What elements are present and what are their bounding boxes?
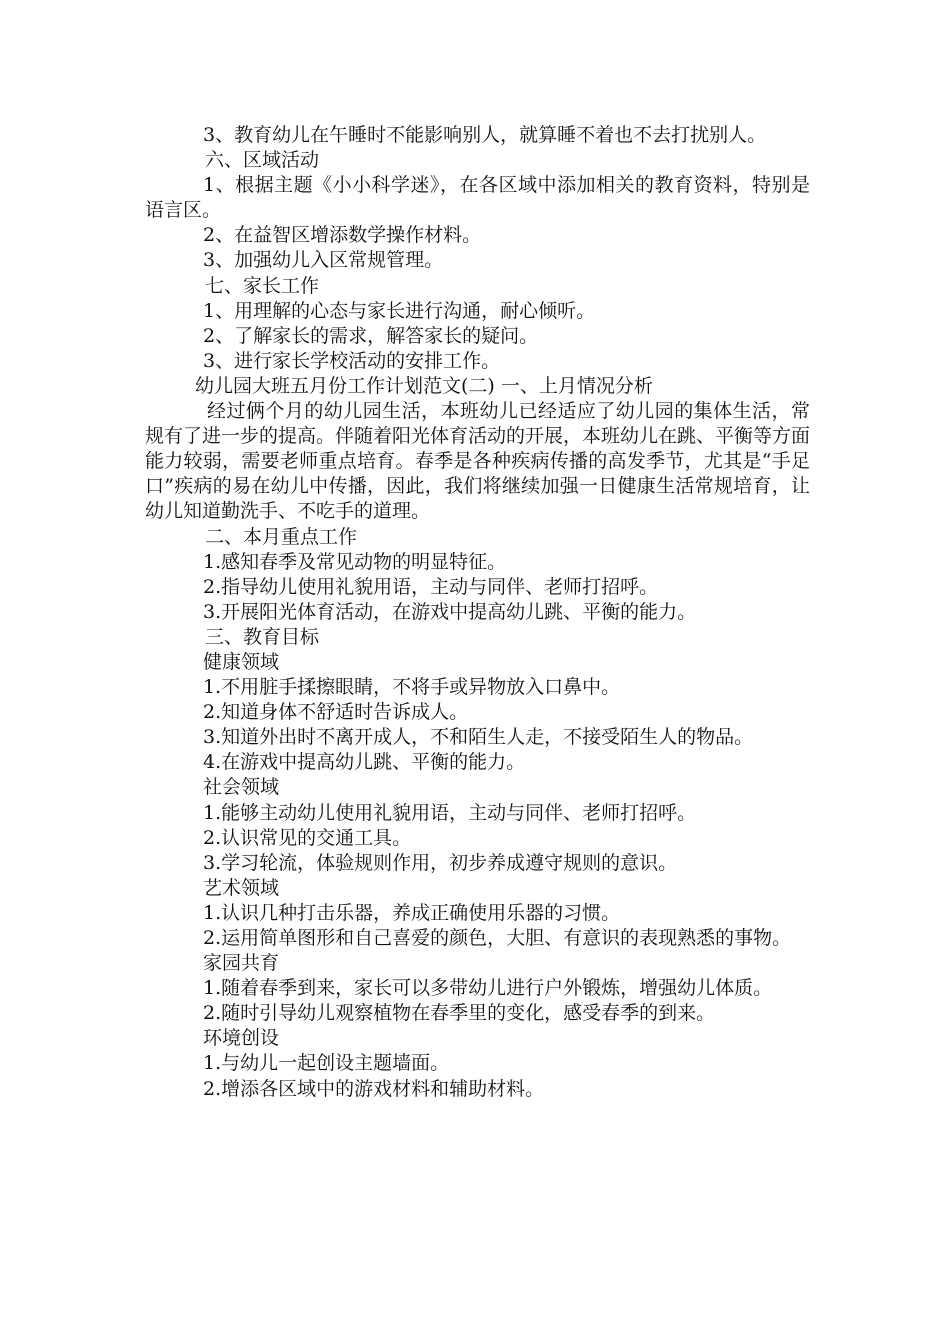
- paragraph: 1、根据主题《小小科学迷》，在各区域中添加相关的教育资料，特别是语言区。: [145, 174, 810, 222]
- paragraph: 2.运用简单图形和自己喜爱的颜色，大胆、有意识的表现熟悉的事物。: [203, 927, 792, 949]
- subsection-heading: 社会领域: [203, 776, 280, 799]
- paragraph: 2.增添各区域中的游戏材料和辅助材料。: [203, 1077, 545, 1100]
- section-heading: 二、本月重点工作: [205, 525, 358, 548]
- section-heading: 六、区域活动: [205, 149, 320, 172]
- subsection-heading: 环境创设: [203, 1027, 280, 1050]
- paragraph: 1.与幼儿一起创设主题墙面。: [203, 1052, 450, 1075]
- paragraph: 3、教育幼儿在午睡时不能影响别人，就算睡不着也不去打扰别人。: [203, 124, 767, 146]
- paragraph: 1.能够主动幼儿使用礼貌用语，主动与同伴、老师打招呼。: [203, 801, 697, 824]
- document-title: 幼儿园大班五月份工作计划范文(二) 一、上月情况分析: [195, 374, 653, 397]
- paragraph: 2.知道身体不舒适时告诉成人。: [203, 701, 469, 724]
- subsection-heading: 家园共育: [203, 952, 280, 975]
- paragraph: 3、加强幼儿入区常规管理。: [203, 249, 444, 272]
- paragraph: 2.指导幼儿使用礼貌用语，主动与同伴、老师打招呼。: [203, 575, 659, 598]
- subsection-heading: 艺术领域: [203, 876, 280, 899]
- paragraph: 1、用理解的心态与家长进行沟通，耐心倾听。: [203, 299, 596, 322]
- paragraph: 2.认识常见的交通工具。: [203, 826, 412, 849]
- paragraph: 经过俩个月的幼儿园生活，本班幼儿已经适应了幼儿园的集体生活，常规有了进一步的提高。伴随着阳光体育活动的开展，本班幼儿在跳、平衡等方面能力较弱，需要老师重点培育。春季是各种疾病传播的高发季节，尤其是“手足口”疾病的易在幼儿中传播，因此，我们将继续加强一日健康生活常规培育，让幼儿知道勤洗手、不吃手的道理。: [145, 400, 811, 523]
- paragraph: 2、在益智区增添数学操作材料。: [203, 224, 482, 247]
- paragraph: 3.开展阳光体育活动，在游戏中提高幼儿跳、平衡的能力。: [203, 600, 697, 623]
- paragraph: 1.感知春季及常见动物的明显特征。: [203, 550, 507, 573]
- paragraph: 3.知道外出时不离开成人，不和陌生人走，不接受陌生人的物品。: [203, 726, 754, 749]
- paragraph: 2.随时引导幼儿观察植物在春季里的变化，感受春季的到来。: [203, 1002, 716, 1025]
- section-heading: 三、教育目标: [205, 625, 320, 648]
- section-heading: 七、家长工作: [205, 274, 320, 297]
- paragraph: 3、进行家长学校活动的安排工作。: [203, 349, 501, 372]
- paragraph: 4.在游戏中提高幼儿跳、平衡的能力。: [203, 751, 526, 774]
- paragraph: 3.学习轮流，体验规则作用，初步养成遵守规则的意识。: [203, 851, 678, 874]
- subsection-heading: 健康领域: [203, 650, 280, 673]
- paragraph: 2、了解家长的需求，解答家长的疑问。: [203, 324, 539, 347]
- paragraph: 1.随着春季到来，家长可以多带幼儿进行户外锻炼，增强幼儿体质。: [203, 977, 773, 1000]
- paragraph: 1.认识几种打击乐器，养成正确使用乐器的习惯。: [203, 901, 621, 924]
- document-body: [145, 123, 810, 1102]
- paragraph: 1.不用脏手揉擦眼睛，不将手或异物放入口鼻中。: [203, 676, 621, 699]
